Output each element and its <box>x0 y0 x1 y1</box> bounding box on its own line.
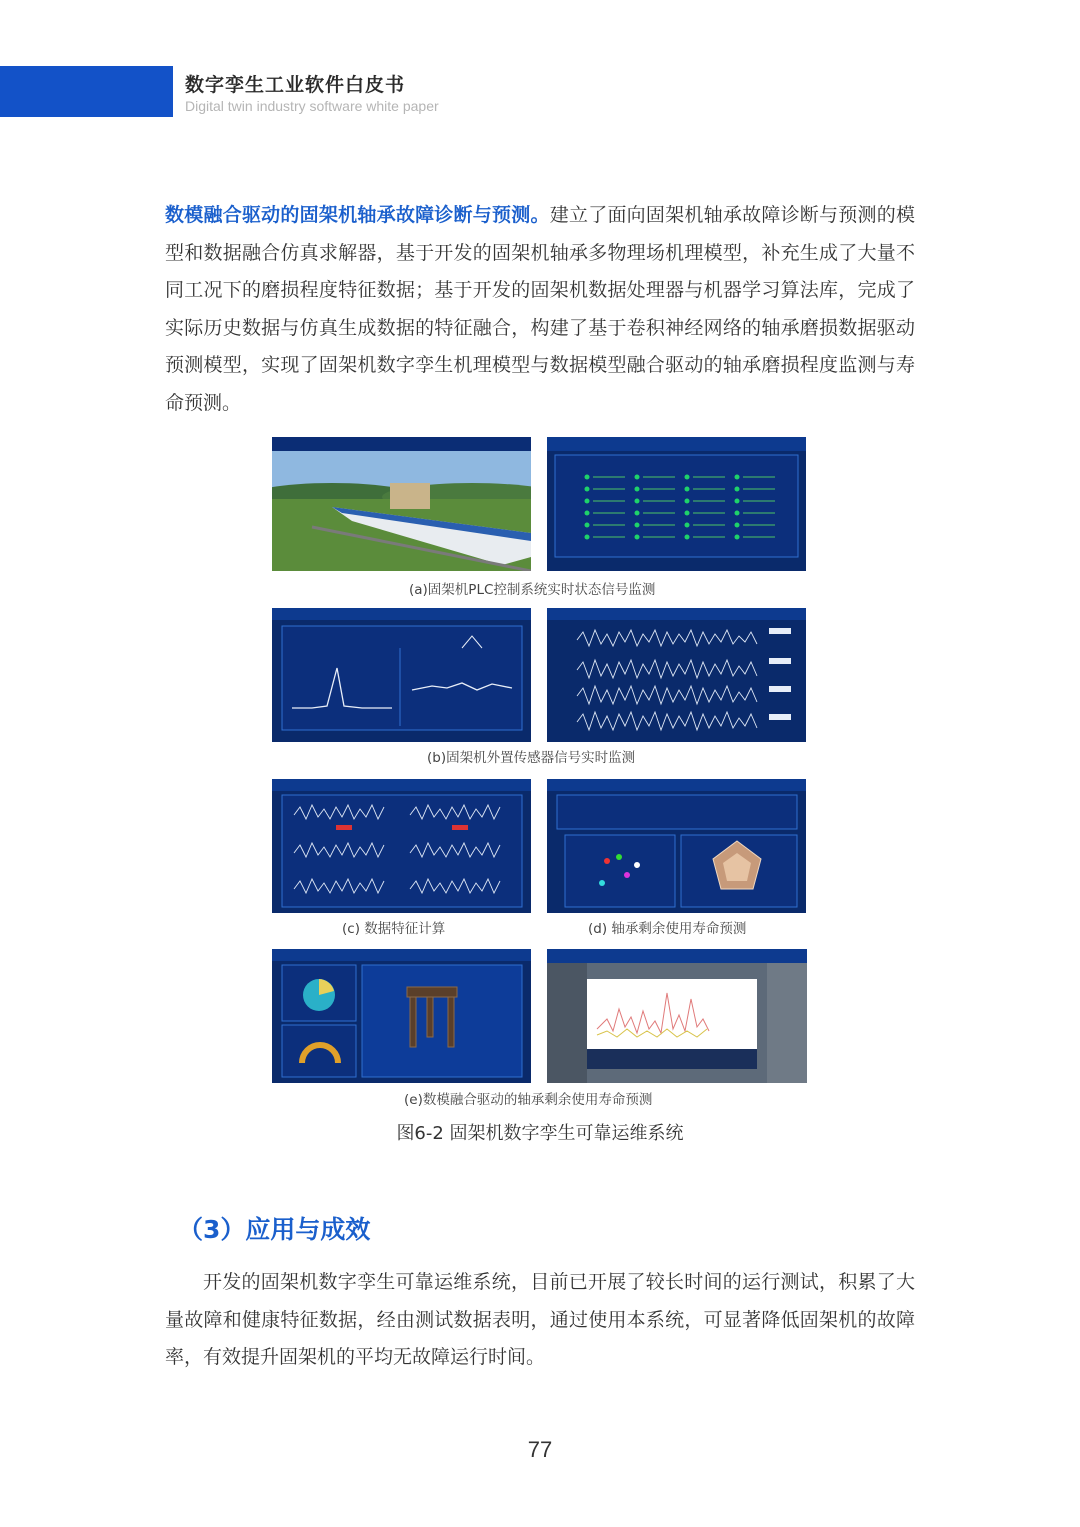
caption-c: (c) 数据特征计算 <box>342 921 446 937</box>
paragraph-1 <box>165 197 915 422</box>
screenshot-3d-train-scene <box>272 437 531 571</box>
screenshot-feature-calculation <box>272 779 531 913</box>
paragraph-1-text: 建立了面向固架机轴承故障诊断与预测的模型和数据融合仿真求解器，基于开发的固架机轴承多物理场机理模型，补充生成了大量不同工况下的磨损程度特征数据；基于开发的固架机数据处理器与机器学习算法库，完成了实际历史数据与仿真生成数据的特征融合，构建了基于卷积神经网络的轴承磨损数据驱动预测模型，实现了固架机数字孪生机理模型与数据模型融合驱动的轴承磨损程度监测与寿命预测。 <box>165 204 915 414</box>
header-title: 数字孪生工业软件白皮书 <box>185 74 406 96</box>
screenshot-plc-status-panel <box>547 437 806 571</box>
page-number: 77 <box>527 1437 553 1462</box>
screenshot-sensor-charts <box>272 608 531 742</box>
header-accent-bar <box>0 66 173 117</box>
paragraph-2: 开发的固架机数字孪生可靠运维系统，目前已开展了较长时间的运行测试，积累了大量故障和健康特征数据，经由测试数据表明，通过使用本系统，可显著降低固架机的故障率，有效提升固架机的平均无故障运行时间。 <box>165 1271 915 1368</box>
caption-b: (b)固架机外置传感器信号实时监测 <box>427 750 636 766</box>
screenshot-rul-prediction <box>547 779 806 913</box>
caption-d: (d) 轴承剩余使用寿命预测 <box>588 921 747 937</box>
figure-title: 图6-2 固架机数字孪生可靠运维系统 <box>396 1123 684 1144</box>
paragraph-1-lead: 数模融合驱动的固架机轴承故障诊断与预测。 <box>165 204 550 226</box>
screenshot-fusion-dashboard <box>547 949 807 1083</box>
caption-e: (e)数模融合驱动的轴承剩余使用寿命预测 <box>404 1092 653 1108</box>
caption-a: (a)固架机PLC控制系统实时状态信号监测 <box>409 582 656 598</box>
screenshot-fusion-3d-model <box>272 949 531 1083</box>
header-subtitle: Digital twin industry software white paper <box>185 98 439 114</box>
screenshot-sensor-waveforms <box>547 608 806 742</box>
section-heading: （3）应用与成效 <box>178 1215 371 1244</box>
